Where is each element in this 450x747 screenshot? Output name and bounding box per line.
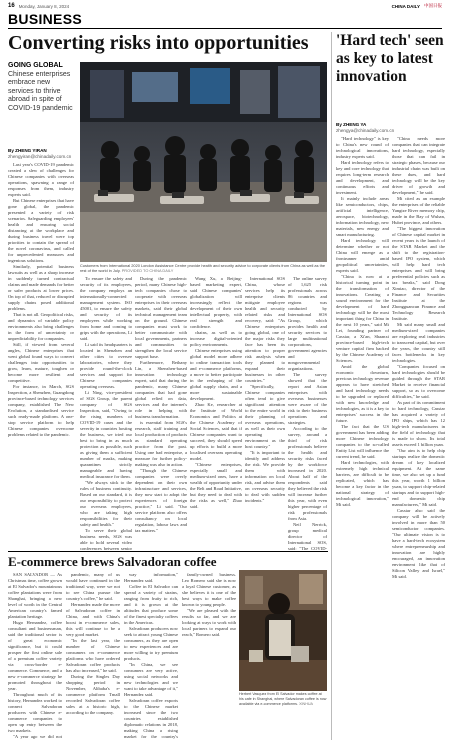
main-deck <box>8 62 74 114</box>
page-number: 16 <box>8 3 15 9</box>
byline-name: By ZHENG YA <box>336 122 367 127</box>
side-column-1 <box>336 136 389 740</box>
side-headline: 'Hard tech' seen as key to latest innovation <box>336 32 444 85</box>
paragraph: chains, as well as to increase digital-oriented policy environments. <box>190 330 242 347</box>
conference-photo-illustration <box>80 62 327 262</box>
paragraph: That is not all. Geopolitical risks, and dynamics of variable policy environments also bring challenges in the form of uncertainty or unpredictability for companies. <box>8 312 74 341</box>
paragraph: Chinese enterprises using global model more adhere to online transaction tools and e-commerce platforms, a move to better participate in the reshaping of the global supply chain, and a more sustainable development. <box>190 348 242 401</box>
section-divider <box>8 551 328 552</box>
second-column-3 <box>124 572 178 740</box>
section-title: BUSINESS <box>8 11 82 27</box>
column-divider <box>331 32 332 740</box>
paragraph: To serve their global business needs, SGS was able to hold several video conferences between senior <box>80 528 132 550</box>
paragraph: To ensure the safety and security of its employees, the company employs an internationally-connected management system. ISO 45001, to ensure the safety and security of its employees while working from home and coming to grips with the operations, Li said. <box>80 276 132 341</box>
paragraph: is essential from SGS's research, staff training and local production of products as standard operating practice from the past. Using one bad enterprise, a measure for further policy-making was also in action. <box>135 420 187 467</box>
paragraph: During the Singles Day shopping period in November, Alibaba's e-commerce platform Tmall recorded Salvadoran coffee sales at a historic high, according to the company. <box>66 674 120 715</box>
paragraph: The survey showed that the report and Asian enterprises with overseas businesses were aware of the risk to their business operations and strategies. <box>288 372 327 425</box>
paragraph: Hernandez made the move of Salvadoran coffee in China, and with China's boost in e-commerce sales, this will continue to be a very good market. <box>66 602 120 637</box>
main-column-1 <box>8 162 74 550</box>
main-byline <box>8 148 74 160</box>
paragraph: "Though the Chinese companies were overly dependent on their own infrastructure and services, they now start to adopt the experiences of foreign practice," Li said. "Our service platform also offers consultancy on local regulation, labour laws and tax matters." <box>135 468 187 533</box>
main-column-3 <box>135 276 187 550</box>
paragraph: "China needs more companies that can integrate hard technology, especially those that can fail in strategic phases, because our industrial chain was built on these dues, and hard technology will be the key driver of growth and development," he said. <box>392 136 445 195</box>
byline-email: zhengyiran@chinadaily.com.cn <box>8 154 72 159</box>
paragraph: Still, if viewed from several angles, Chinese enterprises that went global found ways to convert challenges into opportunities to grow, learn, mature, toughen or become more resilient and competitive. <box>8 342 74 383</box>
paragraph: "It is important to identify and address the risk. We provide them with information on local risk, and advise them on overseas security to deal with sudden incidents." <box>245 450 285 503</box>
main-column-4 <box>190 276 242 550</box>
paragraph: "Companies focused on hard technologies should be guided through the STAR Market to receive financial support, so as to overcome difficulties," he said. <box>392 364 445 399</box>
paragraph: Amid the global economic downturn, previous technology revenue appears to have stretched and hard technology needs to be upgraded or replaced with new knowledge and technologies, as it is a key to enterprises' success in the future. <box>336 364 389 423</box>
deck-text: Chinese enterprises embrace new services to thrive abroad in spite of COVID-19 pandemic <box>8 70 73 112</box>
main-column-2 <box>80 276 132 550</box>
second-headline: E-commerce brews Salvadoran coffee <box>8 554 217 569</box>
masthead-brand: CHINA DAILY <box>391 3 420 9</box>
paragraph: Last year's COVID-19 pandemic created a slew of challenges for Chinese companies with overseas operations, spawning a range of responses from them, industry experts said. <box>8 162 74 197</box>
paragraph: "Specifically, Chinese companies often tend to give significant attention to the entire world in their planning of overseas operations, as well as their own operating environment as the host country." <box>245 384 285 449</box>
paragraph: "In the last year, the number of Chinese consumers on e-commerce platforms who have ordered Salvadoran coffee products has also increased," he said. <box>66 638 120 673</box>
main-headline: Converting risks into opportunities <box>8 32 309 54</box>
second-column-4 <box>182 572 236 740</box>
paragraph: "We are pleased with the results so far, and we are looking at ways to work with local partners to expand our reach," Romero said. <box>182 608 236 637</box>
paragraph: Li Ning, vice-president of SGS Group, the parent company of SGS Inspection, said, "Owing to the rising numbers of COVID-19 cases and the severity in countries hosting the business, we tried our best to bring in as much protection as possible, such as giving them a sufficient number of masks, making quarantines strictly manageable and having medical insurance for them. <box>80 390 132 479</box>
paragraph: But Chinese enterprises that have gone global, the pandemic presented a variety of risk scenarios. Safeguarding employees' health and ensuring social distancing at the workplace and during business travel were top priorities to contain the spread of the novel coronavirus, and called for unprecedented measures and ingenious solutions. <box>8 198 74 263</box>
paragraph: Mi said many small and medium-sized companies are exploring real industries to transcend capital, but over the years, the country still faces bottlenecks in key technologies. <box>392 322 445 363</box>
paragraph: way information," Hernandez said. <box>124 572 178 583</box>
paragraph: Coffee in El Salvador can spread a variety of strains, ranging from fruity to rich, and it is grown at the altitudes that produce some of the finest specialty coffees in the Americas. <box>124 584 178 625</box>
paragraph: Wang Xu, a Beijing-based marketing expert, said Chinese companies' globalization will increasingly reflect the development of their own intellectual property, with real strength and confidence. <box>190 276 242 329</box>
paragraph: Mi cited as an example the enterprises of the reliable Yangtze River memory chip, made in the Bay of Wuhan, Hubei province, and others. <box>392 196 445 225</box>
paragraph: Neil Nerrick, group medical director of International SOS, said: "The COVID- <box>288 522 327 550</box>
paragraph: "We always stick to the rules of business continuity. Based on our standard, it is our responsibility to protect our overseas employees, who are taking high responsibilities for their safety and health." <box>80 480 132 527</box>
caption-credit: PROVIDED TO CHINA DAILY <box>121 268 174 273</box>
barista-photo-illustration <box>239 570 327 691</box>
caption-credit: XINHUA <box>299 701 313 706</box>
paragraph: Salvadoran coffee exports to the Chinese market increased since the two countries established diplomatic relations in 2018, making China a rising market for the country's <box>124 698 178 739</box>
main-photo-caption <box>80 263 327 273</box>
paragraph: Casstar also said the company will be actively involved in more than 50 semiconductor companies. "Our ultimate vision is to have a hard-tech ecosystem where entrepreneurship and innovation are highly encouraged, an innovation environment like that of Silicon Valley and Israel," Mi said. <box>392 508 445 579</box>
main-column-5 <box>245 276 285 550</box>
paragraph: family-owned business. Leo Romero said she is now a loyal Chinese customer, as she believes it is one of the best ways to make coffee known to young people. <box>182 572 236 607</box>
paragraph: Hard technology will determine whether or not China will emerge as a frontrunner amid geopolitical uncertainties, experts said. <box>336 238 389 273</box>
paragraph: "Our aim is to help chip startups realize the domestic dream of key localized equipment. At the same time, we also set up a fund this year, worth 1 billion yuan, to support chip-related startups and to support high-end domestic chip manufacturers," Mi said. <box>392 448 445 507</box>
paragraph: The fact that the US government has been adding more Chinese technology companies to the so-called Entity List will influence the current trend, he said. <box>336 424 389 459</box>
paragraph: Salvadoran producers now seek to attract young Chinese consumers, as they are open to new experiences and are more willing to try premium products. <box>124 626 178 661</box>
caption-text: Herbert Vasquez from El Salvador makes coffee at his cafe in Shanghai, where Salvadoran coffee is now available via e-commerce platforms. <box>239 692 327 706</box>
paragraph: The online survey of 1,625 risk professionals across 86 countries and regions was conducted by International SOS Group, which provides health and security services to large multinational corporations, government agencies and nongovernmental organizations. <box>288 276 327 371</box>
section-rule <box>8 28 442 29</box>
paragraph: Throughout much of its history, Hernandez worked to connect Salvadoran producers with Chinese e-commerce companies to open up entry between the two markets. <box>8 692 62 733</box>
paragraph: SAN SALVADOR — As Christmas time, coffee grown at El Salvador's mountainous coffee plantations were from Shanghai, bringing a new level of worth in the Central American country's famed plantation heritage. <box>8 572 62 619</box>
page-header <box>8 2 442 10</box>
byline-email: zhengya@chinadaily.com.cn <box>336 128 395 133</box>
paragraph: Similarly, potential business lawsuits as well as a sharp increase in suddenly turned contractual claims and made demands for better or safer products at lower prices. On top of that, reduced or disrupted supply chains posed additional problems. <box>8 264 74 311</box>
paragraph: As part of its commitment to hard technology, Casstar has acquired a variety of IPO ships, which has 12 high-tech manufacturers in the field of technology that is made to show. Its total assets exceed 1 billion yuan. <box>392 400 445 447</box>
paragraph: International SOS China, whose services help its enterprise clients mitigate employee health and security related risks and recovery, said: "As Chinese enterprises going global, one of the major risks they face has been its attention to proper risk analysis when they planned to expand their businesses in other countries." <box>245 276 285 383</box>
paragraph: pandemic, many of us would have continued in the traditional way, were we not to see China pursue the country's coffee," he said. <box>66 572 120 601</box>
main-column-6 <box>288 276 327 550</box>
second-column-1 <box>8 572 62 740</box>
second-column-2 <box>66 572 120 740</box>
coffee-photo <box>239 570 327 691</box>
paragraph: "Hard technology" is key to China's new round of technological innovations, industry experts said. <box>336 136 389 159</box>
deck-kicker: GOING GLOBAL <box>8 62 63 69</box>
byline-name: By ZHENG YIRAN <box>8 148 47 153</box>
paragraph: It mainly include areas like semiconductors, chips, artificial intelligence, aerospace, biotechnology, information technology, new materials, new energy and smart manufacturing. <box>336 196 389 237</box>
paragraph: Li said its headquarters is located in Shenzhen and other cities to oversee laboratories, where they provide round-the-clock services and support for Chinese companies operating overseas. <box>80 342 132 389</box>
paragraph: Hugo Hernandez, coffee consultant and businessman, said the traditional sector is of great economic significance, but it could prosper the first online sale of a premium coffee variety via cross-border e-commerce. Commerce, and a new e-commerce strategy he promoted throughout the year. <box>8 620 62 691</box>
paragraph: Zhao Ke, researcher at the Institute of World Economics and Politics at the Chinese Academy of Social Sciences, said that if Chinese companies want to succeed, they should speed up efforts to build a more localised overseas operating model. <box>190 402 242 461</box>
paragraph: For instance, in March, SGS Inspection, a Shenzhen, Guangdong province-based technology services company, established The New Evolution, a standardised service such ready-made platform. A one-stop service platform to help Chinese companies overcome problems related to the pandemic. <box>8 384 74 437</box>
paragraph: Furthermore, Bethany Lin, a Shenzhen-based innovation technology expert, said that during the pandemic, many Chinese companies that had gone global relied on data, services and the internet's role in helping with business transformation. <box>135 360 187 419</box>
paragraph: "The biggest innovation of Chinese capital market in recent years is the launch of the STAR Market and the shift to the registration-based IPO system, which will help hard tech enterprises and will bring preferential policies such as tax breaks," said Dong Ximiao, director of the Finance and Securities Institute at the Zhongguancun Finance and Technology Research Institute. <box>392 226 445 321</box>
paragraph: Hard technologies, with extremely high technical barriers, are difficult to be replicated, which has become a key factor in the national strategy of technological innovation," Mi said. <box>336 460 389 507</box>
caption-text: Customers from International 2020 London Assistance Centre provide health and security advice to corporate clients from China as well as the rest of the world in July. <box>80 263 326 273</box>
paragraph: According to the survey, around a third of risk professionals believe the health and security risks faced by the workforce increased in 2020. About half of the respondents said they believed the risk will increase further this year, with even higher percentage of risk professionals from Asia. <box>288 426 327 521</box>
paragraph: "China is now at a historical turning point in the transformation of innovations. Creating a sound environment for the development of hard technology will be the most important thing for China in the next 10 years," said Mi Lei, founding partner of Casstar, a Xi'an, Shaanxi province-based high-tech venture capital firm backed by the Chinese Academy of Sciences. <box>336 274 389 363</box>
paragraph: Hard technology refers to key and core technology that requires long-term research and development, and continuous efforts and investment. <box>336 160 389 195</box>
masthead-brand-cn: 中国日报 <box>424 3 442 8</box>
side-byline <box>336 122 444 134</box>
main-photo <box>80 62 327 262</box>
paragraph: "Chinese enterprises, especially small and medium-sized ones, have a wealth of opportunity under the Belt and Road Initiative, but they need to deal with the risks as well," Zhao said. <box>190 462 242 509</box>
issue-date: Monday, January 8, 2024 <box>18 3 70 9</box>
paragraph: "A year ago we did not <box>13 734 62 739</box>
coffee-photo-caption <box>239 692 327 706</box>
paragraph: During the pandemic period, many Chinese high-tech companies chose to cooperate with overseas enterprises in their overseas markets, said their global technical management team on the ground. Chinese companies must work to better communicate with local governments, partners and communities to strengthen the local service support base. <box>135 276 187 359</box>
side-column-2 <box>392 136 445 740</box>
paragraph: "In China, we see consumers are very active, using social networks and new technologies and we want to take advantage of it," Hernandez said. <box>124 662 178 697</box>
